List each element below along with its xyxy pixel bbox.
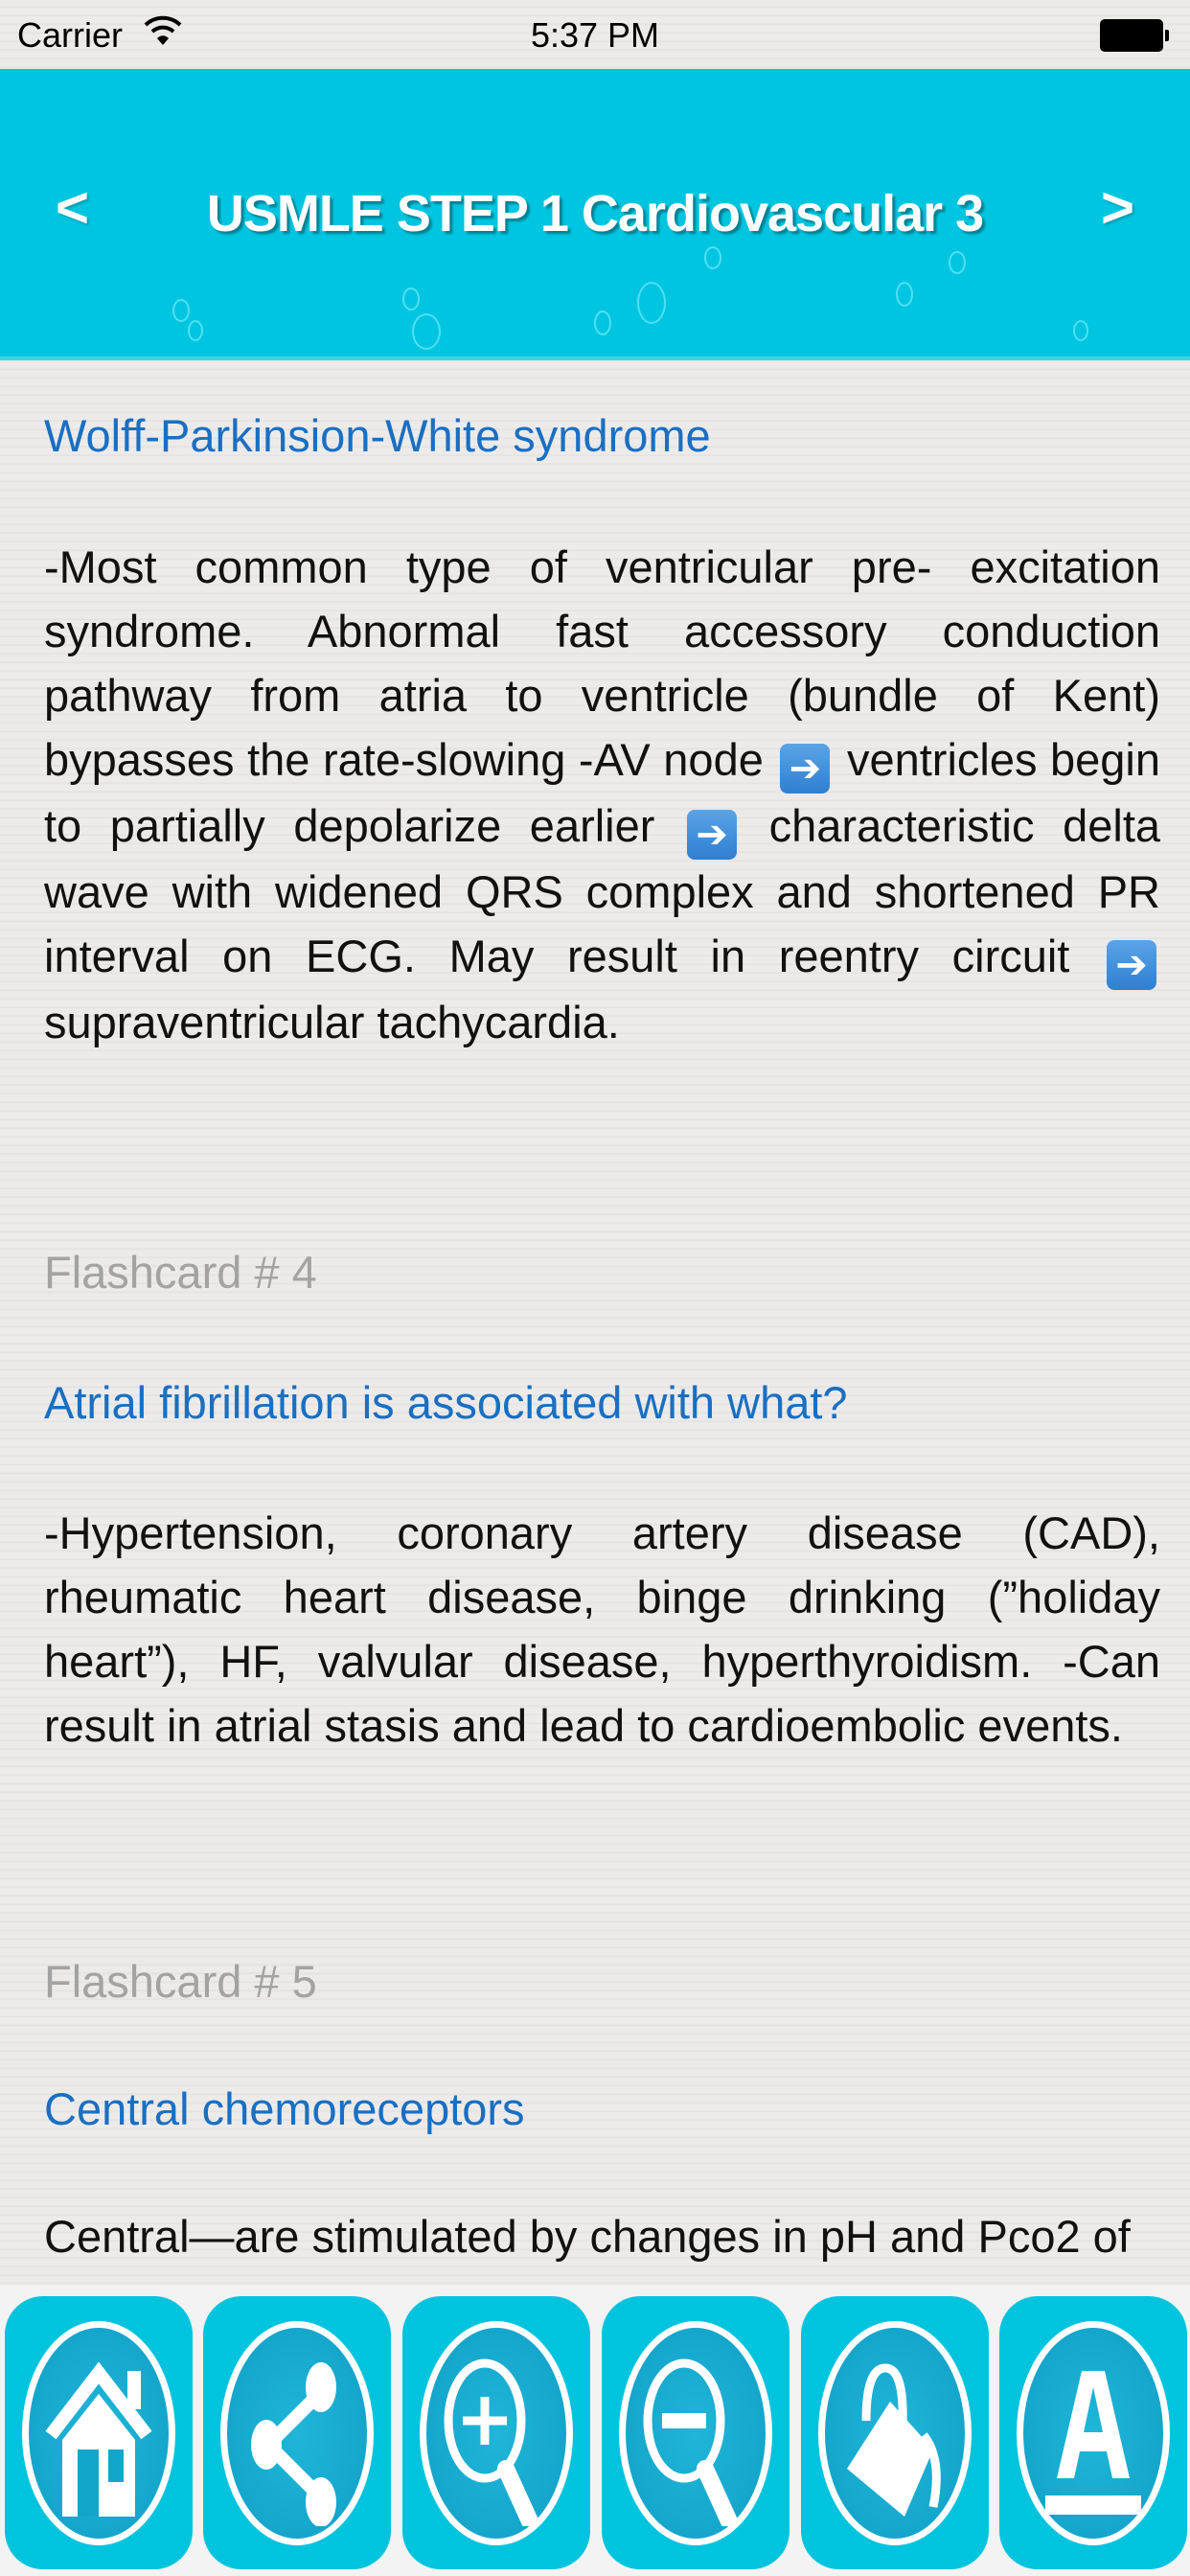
flashcard-number: Flashcard # 5 <box>44 1956 317 2007</box>
clock: 5:37 PM <box>530 15 660 55</box>
zoom-out-button[interactable] <box>602 2296 790 2569</box>
zoom-out-icon <box>638 2344 753 2526</box>
card-question: Wolff-Parkinsion-White syndrome <box>44 410 711 461</box>
paint-bucket-icon <box>837 2344 952 2526</box>
arrow-right-icon: ➔ <box>780 744 830 794</box>
flashcard-number: Flashcard # 4 <box>44 1247 317 1298</box>
arrow-right-icon: ➔ <box>687 810 737 860</box>
zoom-in-button[interactable] <box>402 2296 590 2569</box>
share-icon <box>240 2344 355 2526</box>
card-answer: -Most common type of ventricular pre- excitation syndrome. Abnormal fast accessory conduction pathway from atria to ventricle (bundle of Kent) bypasses the rate-slowing -AV node ➔ ventricles begin to partially depolarize earlier ➔ characteristic delta wave with widened QRS complex and shortened PR interval on ECG. May result in reentry circuit ➔ supraventricular tachycardia. <box>44 541 1161 1047</box>
font-button[interactable] <box>999 2296 1187 2569</box>
arrow-right-icon: ➔ <box>1107 940 1156 990</box>
background-color-button[interactable] <box>801 2296 989 2569</box>
zoom-in-icon <box>439 2344 554 2526</box>
card-question: Central chemoreceptors <box>44 2083 525 2134</box>
page-title: USMLE STEP 1 Cardiovascular 3 <box>206 185 984 242</box>
carrier-label: Carrier <box>17 15 124 55</box>
font-icon <box>1036 2344 1151 2526</box>
status-bar <box>0 0 1190 69</box>
next-button[interactable]: > <box>1100 175 1134 240</box>
card-question: Atrial fibrillation is associated with what? <box>44 1377 848 1428</box>
card-answer: -Hypertension, coronary artery disease (CAD), rheumatic heart disease, binge drinking (”holiday heart”), HF, valvular disease, hyperthyroidism. -Can result in atrial stasis and lead to cardioembolic events. <box>44 1507 1160 1751</box>
card-answer: Central—are stimulated by changes in pH and Pco2 of <box>44 2211 1131 2262</box>
share-button[interactable] <box>203 2296 391 2569</box>
previous-button[interactable]: < <box>56 175 90 240</box>
nav-header <box>0 69 1190 360</box>
bottom-toolbar <box>0 2285 1190 2576</box>
home-button[interactable] <box>5 2296 193 2569</box>
battery-icon <box>1100 19 1163 52</box>
home-icon <box>41 2344 156 2526</box>
